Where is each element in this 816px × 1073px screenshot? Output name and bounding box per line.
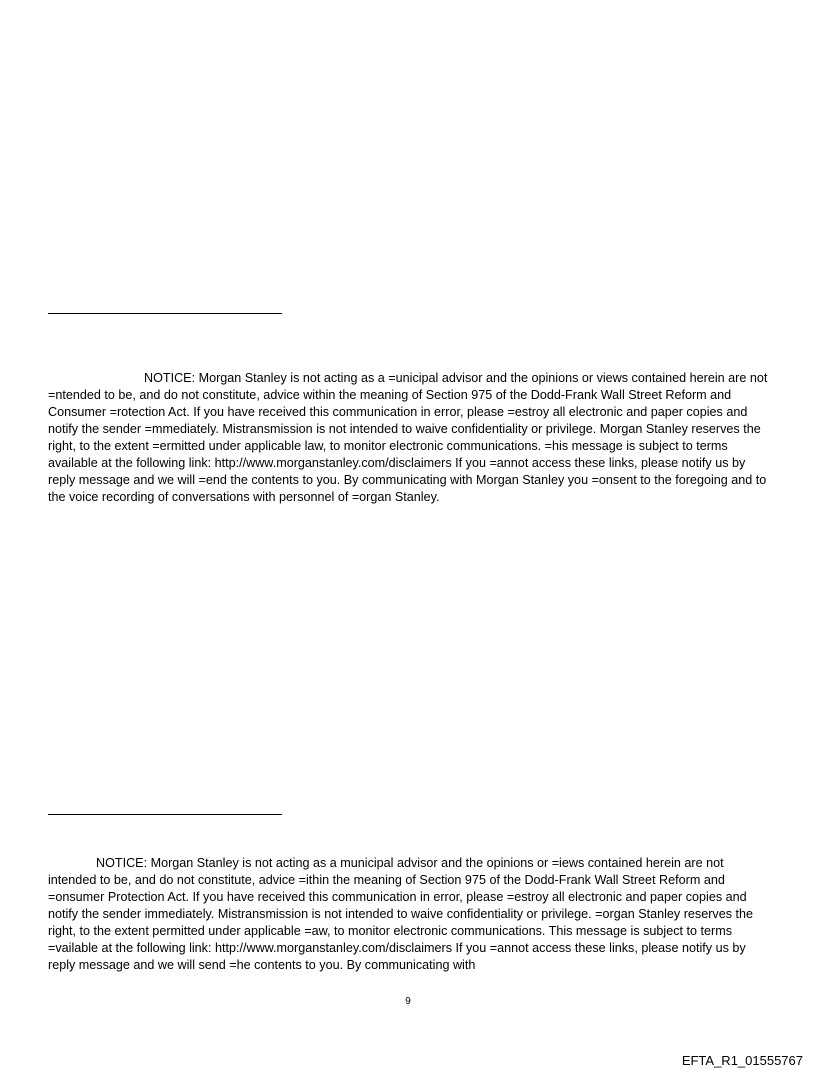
disclaimer-notice-1: NOTICE: Morgan Stanley is not acting as a =unicipal advisor and the opinions or views contained herein are not =ntended to be, and do not constitute, advice within the meaning of Section 975 of the Dodd-Frank Wall Street Reform and Consumer =rotection Act. If you have received this communication in error, please =estroy all electronic and paper copies and notify the sender =mmediately. Mistransmission is not intended to waive confidentiality or privilege. Morgan Stanley reserves the right, to the extent =ermitted under applicable law, to monitor electronic communications. =his message is subject to terms available at the following link: http://www.morganstanley.com/disclaimers If you =annot access these links, please notify us by reply message and we will =end the contents to you. By communicating with Morgan Stanley you =onsent to the foregoing and to the voice recording of conversations with personnel of =organ Stanley. — [48, 371, 768, 504]
footnote-separator-2 — [48, 814, 282, 815]
document-id: EFTA_R1_01555767 — [681, 1053, 803, 1068]
footnote-separator-1 — [48, 313, 282, 314]
disclaimer-notice-2: NOTICE: Morgan Stanley is not acting as a municipal advisor and the opinions or =iews contained herein are not intended to be, and do not constitute, advice =ithin the meaning of Section 975 of the Dodd-Frank Wall Street Reform and =onsumer Protection Act. If you have received this communication in error, please =estroy all electronic and paper copies and notify the sender immediately. Mistransmission is not intended to waive confidentiality or privilege. =organ Stanley reserves the right, to the extent permitted under applicable =aw, to monitor electronic communications. This message is subject to terms =vailable at the following link: http://www.morganstanley.com/disclaimers If you =annot access these links, please notify us by reply message and we will send =he contents to you. By communicating with — [48, 856, 754, 972]
page-number: 9 — [405, 996, 411, 1007]
